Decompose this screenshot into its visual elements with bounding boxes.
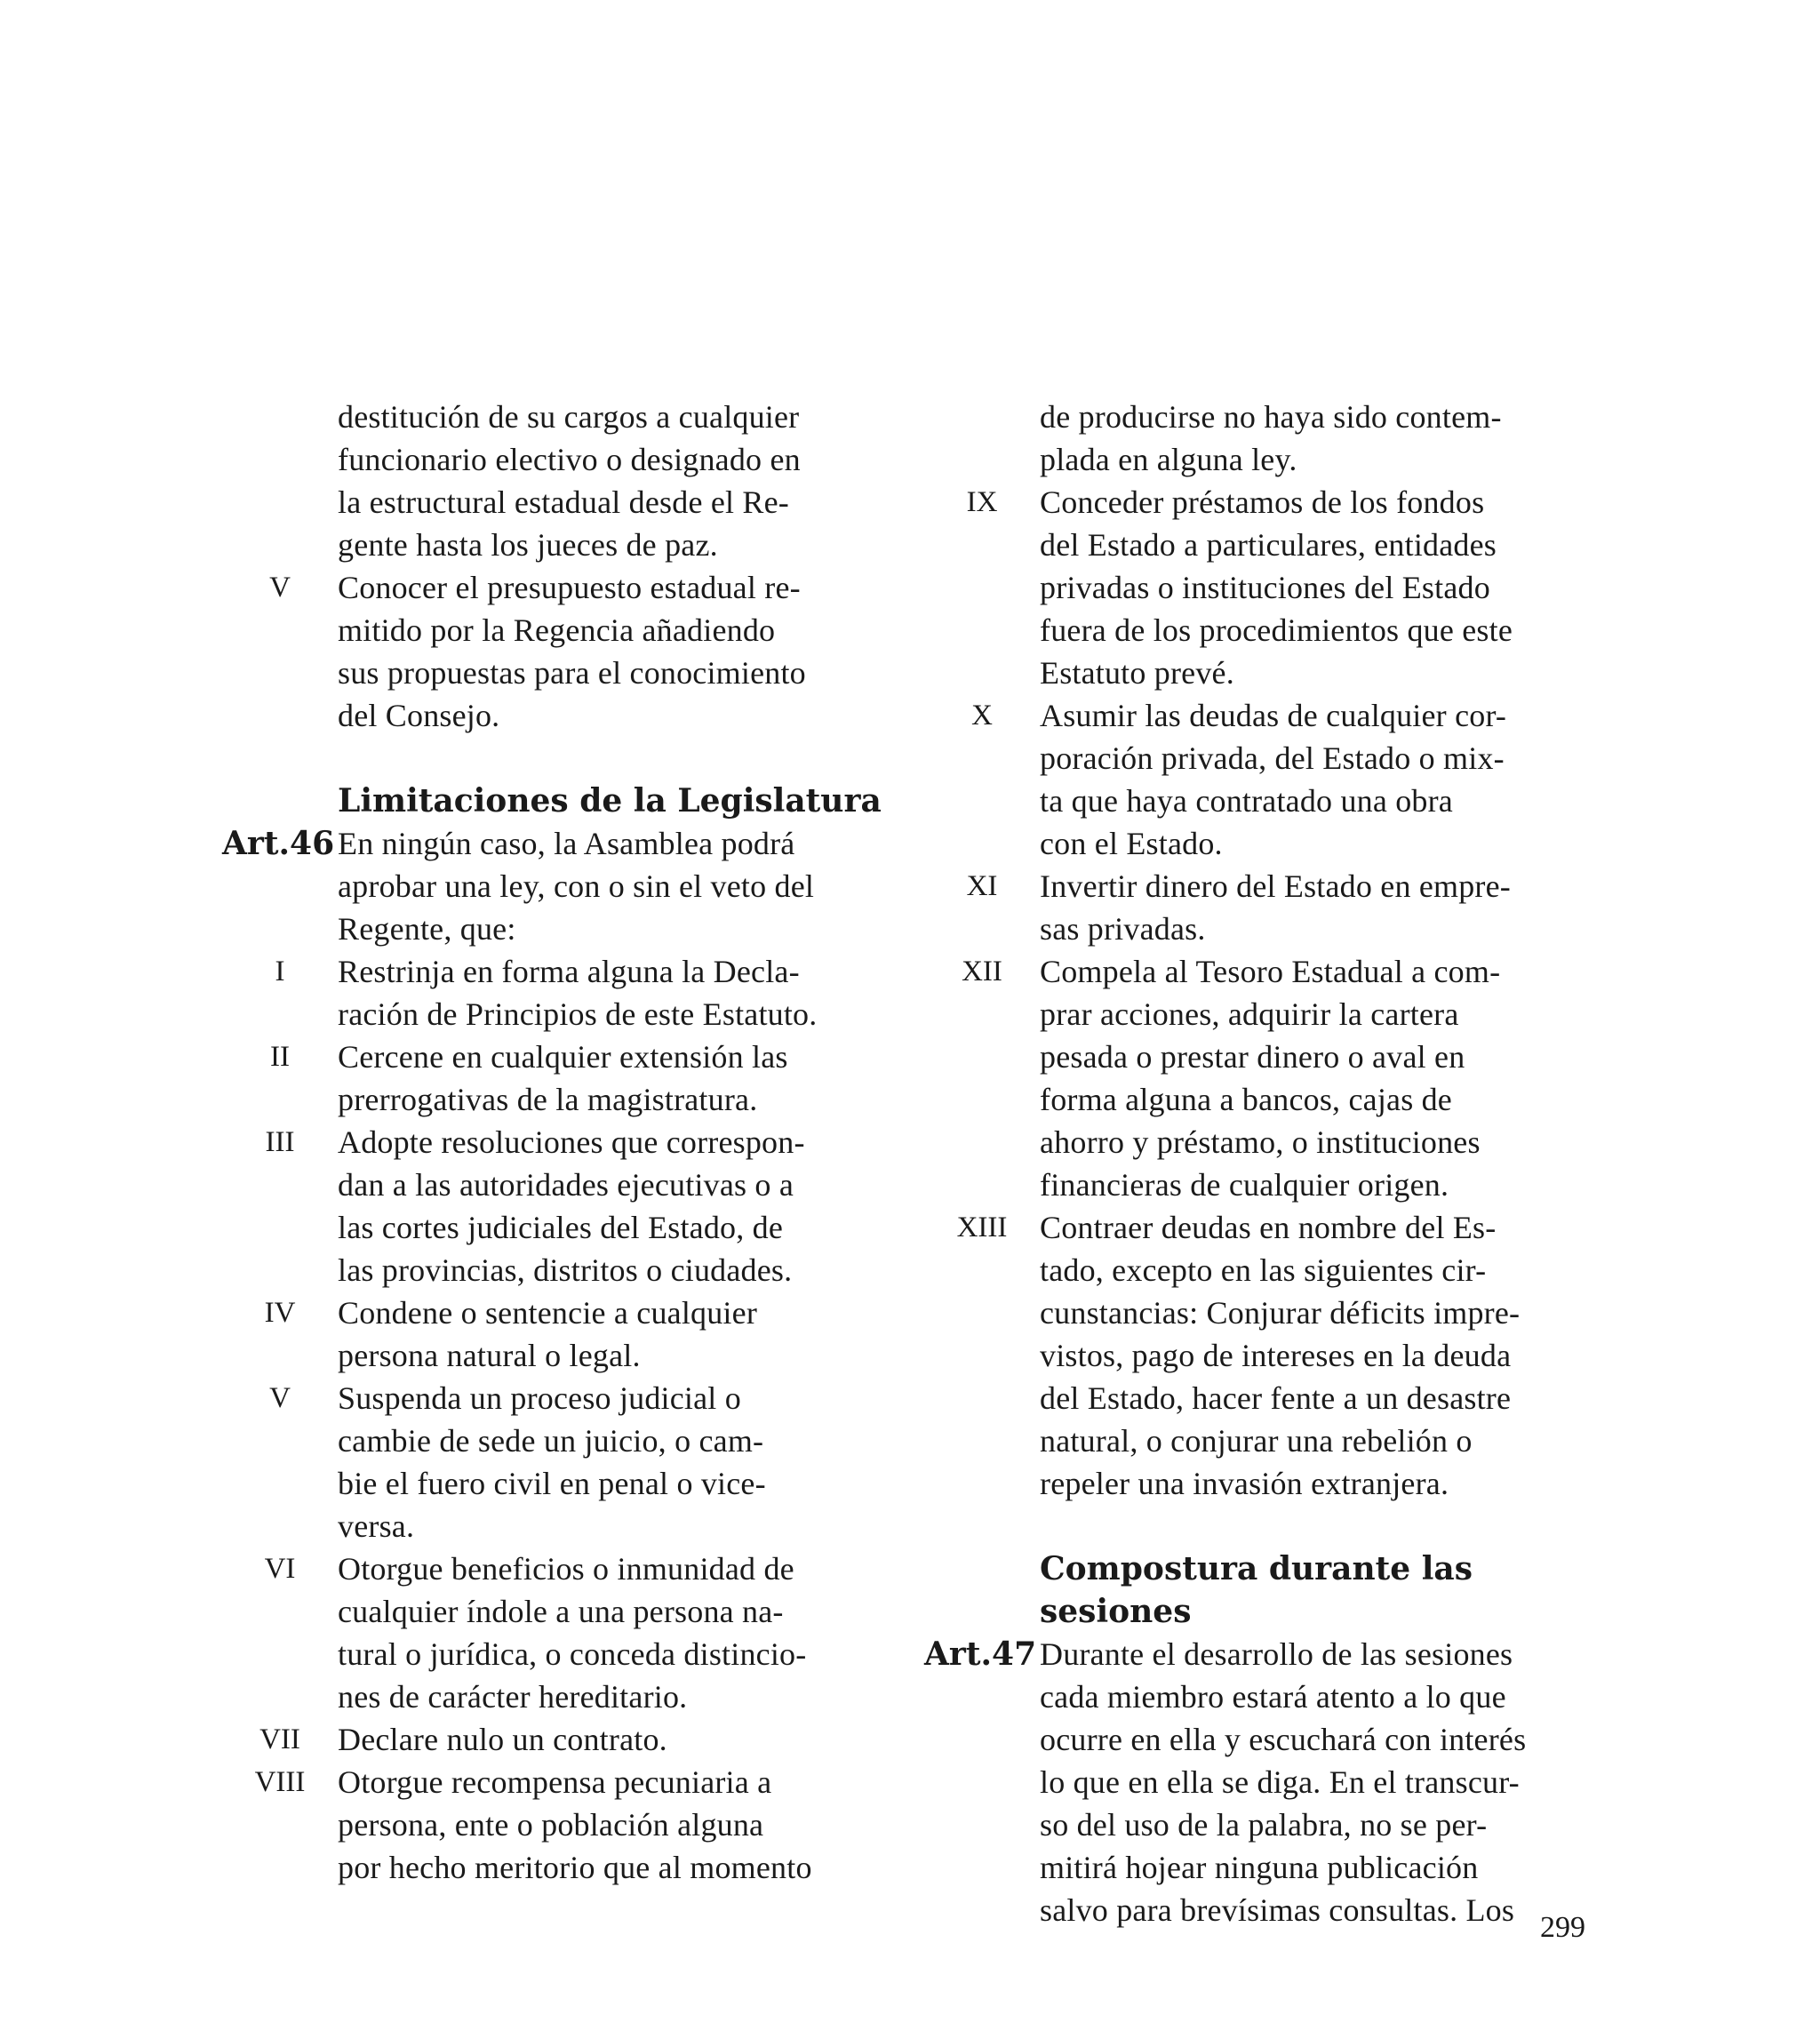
item-number bbox=[222, 396, 338, 566]
list-item bbox=[924, 694, 1586, 865]
item-text: Suspenda un proceso judicial o cambie de sede un juicio, o cam- bie el fuero civil en penal o vice- versa. bbox=[338, 1380, 766, 1544]
item-text: Asumir las deudas de cualquier cor- poración privada, del Estado o mix- ta que haya contratado una obra con el Estado. bbox=[1040, 698, 1507, 861]
item-text: destitución de su cargos a cualquier funcionario electivo o designado en la estructural estadual desde el Re- gente hasta los jueces de paz. bbox=[338, 399, 801, 563]
list-item bbox=[924, 865, 1586, 950]
left-column bbox=[222, 396, 884, 1889]
list-item bbox=[222, 1761, 884, 1889]
item-text: de producirse no haya sido contem- plada en alguna ley. bbox=[1040, 399, 1502, 477]
list-item bbox=[222, 1547, 884, 1718]
item-number bbox=[924, 396, 1040, 481]
item-text: Conceder préstamos de los fondos del Estado a particulares, entidades privadas o instituciones del Estado fuera de los procedimientos que este Estatuto prevé. bbox=[1040, 484, 1513, 691]
item-number: VI bbox=[264, 1553, 296, 1585]
article-text: En ningún caso, la Asamblea podrá aprobar una ley, con o sin el veto del Regente, que: bbox=[338, 826, 815, 947]
list-item bbox=[924, 481, 1586, 694]
item-text: Conocer el presupuesto estadual re- mitido por la Regencia añadiendo sus propuestas para el conocimiento del Consejo. bbox=[338, 570, 806, 733]
article-label: Art.46 bbox=[222, 825, 335, 862]
list-item bbox=[924, 1206, 1586, 1505]
item-number: V bbox=[269, 1382, 291, 1414]
item-text: Compela al Tesoro Estadual a com- prar acciones, adquirir la cartera pesada o prestar dinero o aval en forma alguna a bancos, cajas de ahorro y préstamo, o instituciones financieras de cualquier origen. bbox=[1040, 954, 1501, 1203]
item-number: V bbox=[269, 572, 291, 604]
list-item bbox=[222, 1121, 884, 1291]
item-number: VII bbox=[259, 1723, 300, 1755]
item-number: II bbox=[270, 1041, 290, 1073]
item-text: Adopte resoluciones que correspon- dan a las autoridades ejecutivas o a las cortes judiciales del Estado, de las provincias, distritos o ciudades. bbox=[338, 1124, 805, 1288]
list-item bbox=[222, 1718, 884, 1761]
article-label: Art.47 bbox=[924, 1635, 1037, 1673]
item-number: XI bbox=[966, 870, 998, 902]
article bbox=[222, 822, 884, 950]
section-heading: Limitaciones de la Legislatura bbox=[338, 782, 882, 820]
item-number: I bbox=[275, 956, 285, 988]
continued-item bbox=[222, 396, 884, 566]
article-text: Durante el desarrollo de las sesiones cada miembro estará atento a lo que ocurre en ella y escuchará con interés lo que en ella se diga. En el transcur- so del uso de la palabra, no se per- mitirá hojear ninguna publicación salvo para brevísimas consultas. Los bbox=[1040, 1636, 1527, 1928]
section-heading: Compostura durante las sesiones bbox=[1040, 1550, 1473, 1630]
item-number: XII bbox=[962, 956, 1002, 988]
item-number: X bbox=[971, 700, 993, 732]
article bbox=[924, 1633, 1586, 1931]
list-item bbox=[222, 1035, 884, 1121]
continued-item bbox=[924, 396, 1586, 481]
item-text: Condene o sentencie a cualquier persona natural o legal. bbox=[338, 1295, 758, 1373]
list-item bbox=[924, 950, 1586, 1206]
item-text: Cercene en cualquier extensión las prerrogativas de la magistratura. bbox=[338, 1039, 788, 1117]
item-number: III bbox=[265, 1126, 295, 1158]
page-number: 299 bbox=[1540, 1911, 1585, 1944]
list-item bbox=[222, 1377, 884, 1547]
item-number: XIII bbox=[956, 1211, 1008, 1243]
list-item bbox=[222, 950, 884, 1035]
list-item bbox=[222, 1291, 884, 1377]
list-item bbox=[222, 566, 884, 737]
item-text: Contraer deudas en nombre del Es- tado, excepto en las siguientes cir- cunstancias: Conjurar déficits impre- vistos, pago de intereses en la deuda del Estado, hacer fente a un desastre natural, o conjurar una rebelión o repeler una invasión extranjera. bbox=[1040, 1210, 1521, 1501]
item-text: Otorgue beneficios o inmunidad de cualquier índole a una persona na- tural o jurídica, o conceda distincio- nes de carácter hereditario. bbox=[338, 1551, 807, 1715]
item-number: IX bbox=[966, 486, 998, 518]
item-number: VIII bbox=[254, 1766, 306, 1798]
item-number: IV bbox=[264, 1297, 296, 1329]
item-text: Restrinja en forma alguna la Decla- ración de Principios de este Estatuto. bbox=[338, 954, 818, 1032]
right-column bbox=[924, 396, 1586, 1931]
item-text: Invertir dinero del Estado en empre- sas privadas. bbox=[1040, 868, 1511, 947]
item-text: Otorgue recompensa pecuniaria a persona, ente o población alguna por hecho meritorio que al momento bbox=[338, 1764, 812, 1885]
item-text: Declare nulo un contrato. bbox=[338, 1722, 667, 1757]
